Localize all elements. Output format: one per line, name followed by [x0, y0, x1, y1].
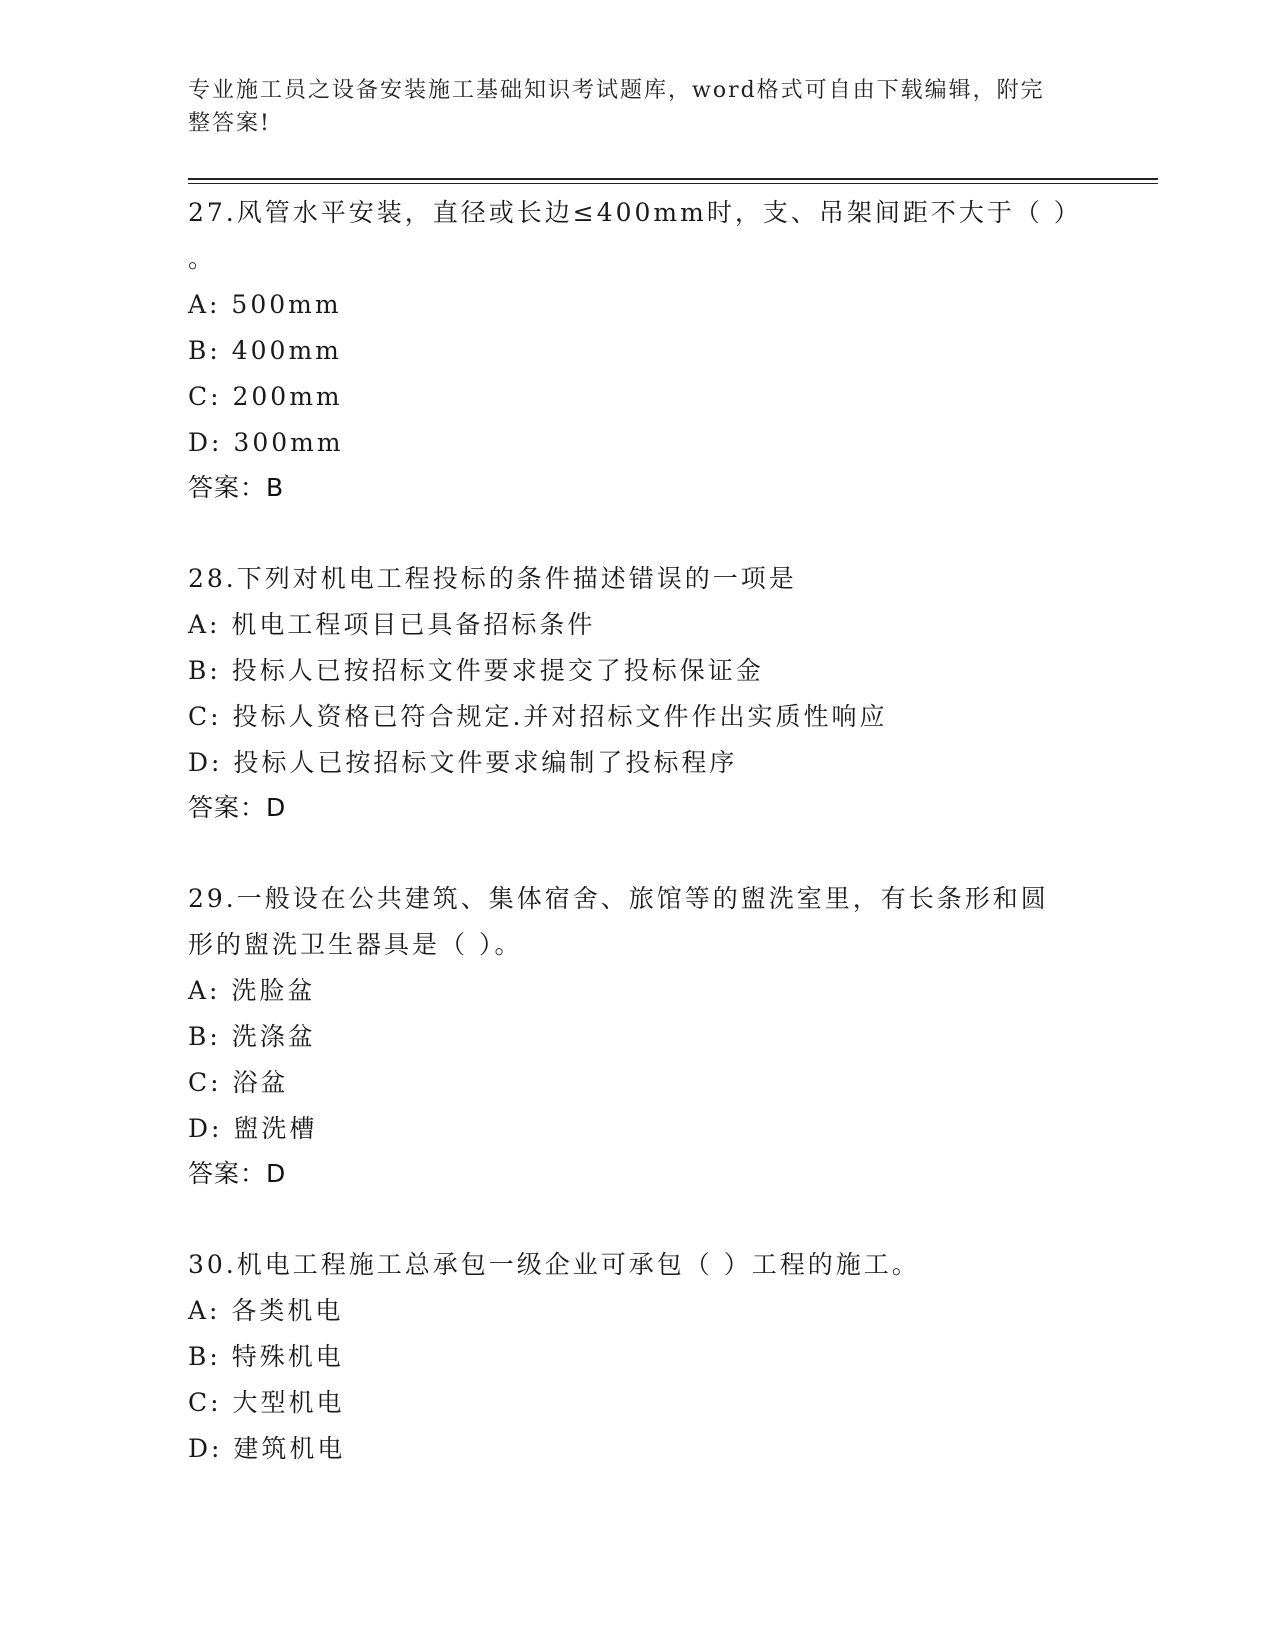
- option-b: B: 特殊机电: [188, 1342, 344, 1371]
- question-list: [188, 190, 1088, 1518]
- header-rule-thin: [188, 183, 1158, 184]
- question-stem: 27.风管水平安装，直径或长边≤400mm时，支、吊架间距不大于（ ）: [188, 198, 1082, 227]
- option-c: C: 投标人资格已符合规定.并对招标文件作出实质性响应: [188, 702, 888, 731]
- question-stem: 30.机电工程施工总承包一级企业可承包（ ）工程的施工。: [188, 1250, 920, 1279]
- option-a: A: 洗脸盆: [188, 976, 316, 1005]
- document-header: 专业施工员之设备安装施工基础知识考试题库，word格式可自由下载编辑，附完整答案!: [188, 78, 1045, 136]
- option-a: A: 500mm: [188, 290, 342, 319]
- question-stem: 28.下列对机电工程投标的条件描述错误的一项是: [188, 564, 797, 593]
- question-30: [188, 1242, 1088, 1472]
- option-b: B: 投标人已按招标文件要求提交了投标保证金: [188, 656, 764, 685]
- option-d: D: 盥洗槽: [188, 1114, 318, 1143]
- option-d: D: 300mm: [188, 428, 344, 457]
- question-28: [188, 556, 1088, 830]
- question-stem-continued: 形的盥洗卫生器具是（ ）。: [188, 930, 523, 959]
- option-a: A: 机电工程项目已具备招标条件: [188, 610, 596, 639]
- option-c: C: 200mm: [188, 382, 343, 411]
- question-27: [188, 190, 1088, 510]
- header-rule-thick: [188, 178, 1158, 180]
- option-b: B: 洗涤盆: [188, 1022, 316, 1051]
- question-29: [188, 876, 1088, 1196]
- question-stem: 29.一般设在公共建筑、集体宿舍、旅馆等的盥洗室里，有长条形和圆: [188, 884, 1049, 913]
- option-c: C: 大型机电: [188, 1388, 345, 1417]
- answer: 答案：D: [188, 793, 287, 822]
- option-c: C: 浴盆: [188, 1068, 289, 1097]
- option-d: D: 投标人已按招标文件要求编制了投标程序: [188, 748, 738, 777]
- option-d: D: 建筑机电: [188, 1434, 346, 1463]
- question-stem-continued: 。: [188, 244, 217, 273]
- answer: 答案：B: [188, 473, 285, 502]
- answer: 答案：D: [188, 1159, 287, 1188]
- option-b: B: 400mm: [188, 336, 342, 365]
- option-a: A: 各类机电: [188, 1296, 344, 1325]
